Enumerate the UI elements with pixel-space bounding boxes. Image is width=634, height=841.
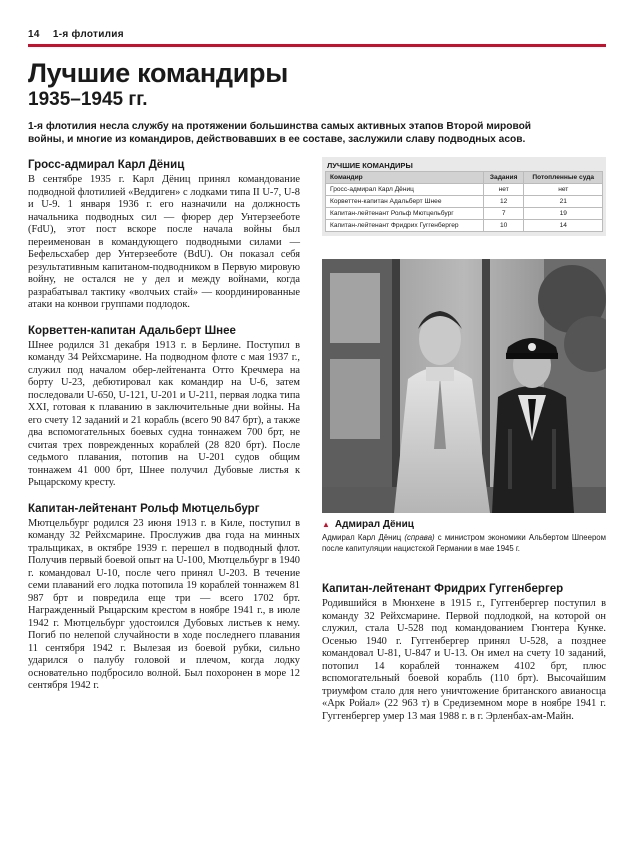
section-heading-doenitz: Гросс-адмирал Карл Дёниц [28, 159, 185, 171]
photo-caption [322, 518, 606, 554]
commanders-table [325, 171, 603, 232]
table-cell: Гросс-адмирал Карл Дёниц [326, 184, 484, 196]
table-row [326, 208, 603, 220]
table-cell: нет [483, 184, 524, 196]
section-text-doenitz: В сентябре 1935 г. Карл Дёниц принял командование подводной флотилией «Веддиген» с лодками типа II U-7, U-8 и U-9. 1 января 1936 г. его назначили на должность начальника подводных сил — фюрер дер Унтерзееботе (FdU), этот пост вскоре после начала войны был переименован в командующего подводными силами — Бефельсхабер дер Унтерзееботе (BdU). Он показал себя результативным капитаном-подводником в Первую мировую войну, не остался не у дел и между войнами, когда разрабатывал тактику «волчьих стай» — координированные атаки на конвои группами подлодок. [28, 174, 300, 310]
lead-paragraph: 1-я флотилия несла службу на протяжении большинства самых активных этапов Второй мировой войны, и многие из командиров, действовавших в ее составе, заслужили славу подводных асов. [28, 121, 532, 145]
table-row [326, 184, 603, 196]
page-subtitle: 1935–1945 гг. [28, 89, 148, 110]
caption-text-part: с министром экономики Альбертом Шпеером после капитуляции нацистской Германии в мае 1945 г. [322, 533, 606, 553]
table-row [326, 196, 603, 208]
table-cell: Капитан-лейтенант Фридрих Гуггенбергер [326, 220, 484, 232]
section-text-guggenberger: Родившийся в Мюнхене в 1915 г., Гуггенбергер поступил в команду 32 Рейхсмарине. Первой подлодкой, на которой он служил, стала U-528 под командованием Гюнтера Кунке. Осенью 1940 г. Гуггенбергер принял U-528, а позднее командовал U-81, U-847 и U-13. Он имел на счету 10 заданий, потопил 14 кораблей тоннажем 4102 брт, плюс вспомогательный боевой корабль (110 брт). Высочайшим триумфом стало для него уничтожение британского авианосца «Арк Ройал» (22 963 т) в Средиземном море в ноябре 1941 г. Гуггенбергер умер 13 мая 1988 г. в г. Эрленбах-ам-Майн. [322, 598, 606, 722]
table-header-row [326, 172, 603, 184]
table-cell: Капитан-лейтенант Рольф Мютцельбург [326, 208, 484, 220]
caption-title-row [322, 518, 606, 531]
caption-text-emphasis: (справа) [404, 533, 435, 542]
caption-text-part: Адмирал Карл Дёниц [322, 533, 405, 542]
table-cell: 21 [524, 196, 603, 208]
table-cell: нет [524, 184, 603, 196]
caption-text [322, 533, 606, 554]
column-header: Командир [326, 172, 484, 184]
table-title: ЛУЧШИЕ КОМАНДИРЫ [327, 161, 413, 170]
left-column [28, 158, 300, 693]
table-cell: Корветтен-капитан Адальберт Шнее [326, 196, 484, 208]
table-cell: 10 [483, 220, 524, 232]
commanders-table-box [322, 157, 606, 236]
page-title: Лучшие командиры [28, 58, 288, 88]
photo-illustration [322, 259, 606, 513]
running-head: 1-я флотилия [52, 29, 124, 40]
column-header: Задания [483, 172, 524, 184]
section-heading-mutzelburg: Капитан-лейтенант Рольф Мютцельбург [28, 502, 260, 515]
table-cell: 19 [524, 208, 603, 220]
column-header: Потопленные суда [524, 172, 603, 184]
page-header [28, 29, 606, 43]
section-text-mutzelburg: Мютцельбург родился 23 июня 1913 г. в Киле, поступил в команду 32 Рейхсмарине. Прослужив два года на минных тральщиках, в октябре 1939 г. перешел в подводный флот. Получив первый боевой опыт на U-100, Мютцельбург в 1940 г. командовал U-10, после чего принял U-203. В течение семи плаваний его лодка потопила 19 кораблей тоннажем 81 987 брт и повредила еще три — всего 1702 брт. Награжденный Рыцарским крестом в ноябре 1941 г., в июле 1942 г. Мютцельбург удостоился Дубовых листьев к нему. Погиб по нелепой случайности в ходе последнего плавания 11 сентября 1942 г. Вылезая из боевой рубки, сильно ударился о палубу головой и плечом, когда лодку основательно подбросило волной. Был похоронен в море 12 сентября 1942 г. [28, 517, 300, 691]
table-cell: 12 [483, 196, 524, 208]
table-cell: 7 [483, 208, 524, 220]
photo-doenitz-speer [322, 259, 606, 513]
page-number: 14 [28, 29, 40, 40]
caption-title: Адмирал Дёниц [334, 519, 414, 530]
section-heading-guggenberger: Капитан-лейтенант Фридрих Гуггенбергер [322, 583, 564, 595]
section-text-schnee: Шнее родился 31 декабря 1913 г. в Берлине. Поступил в команду 34 Рейхсмарине. На подводном флоте с мая 1937 г., служил под началом обер-лейтенанта Отто Кречмера на борту U-23, дебютировал как командир на U-6, затем последовали U-650, U-121, U-201 и U-211, первая лодка типа XXI, готовая к плаванию в заключительные дни войны. На его счету 12 заданий и 21 корабль (всего 90 847 брт), а также два вспомогательных боевых судна тоннажем 700 брт, не считая трех поврежденных кораблей (28 820 брт). После седьмого плавания, потопив на U-201 судов общим тоннажем 41 000 брт, Шнее получил Дубовые листья к Рыцарскому кресту. [28, 339, 300, 488]
table-row [326, 220, 603, 232]
section-heading-schnee: Корветтен-капитан Адальберт Шнее [28, 324, 236, 337]
right-column [322, 582, 606, 723]
table-cell: 14 [524, 220, 603, 232]
triangle-up-icon: ▲ [322, 520, 330, 529]
header-rule [28, 44, 606, 47]
